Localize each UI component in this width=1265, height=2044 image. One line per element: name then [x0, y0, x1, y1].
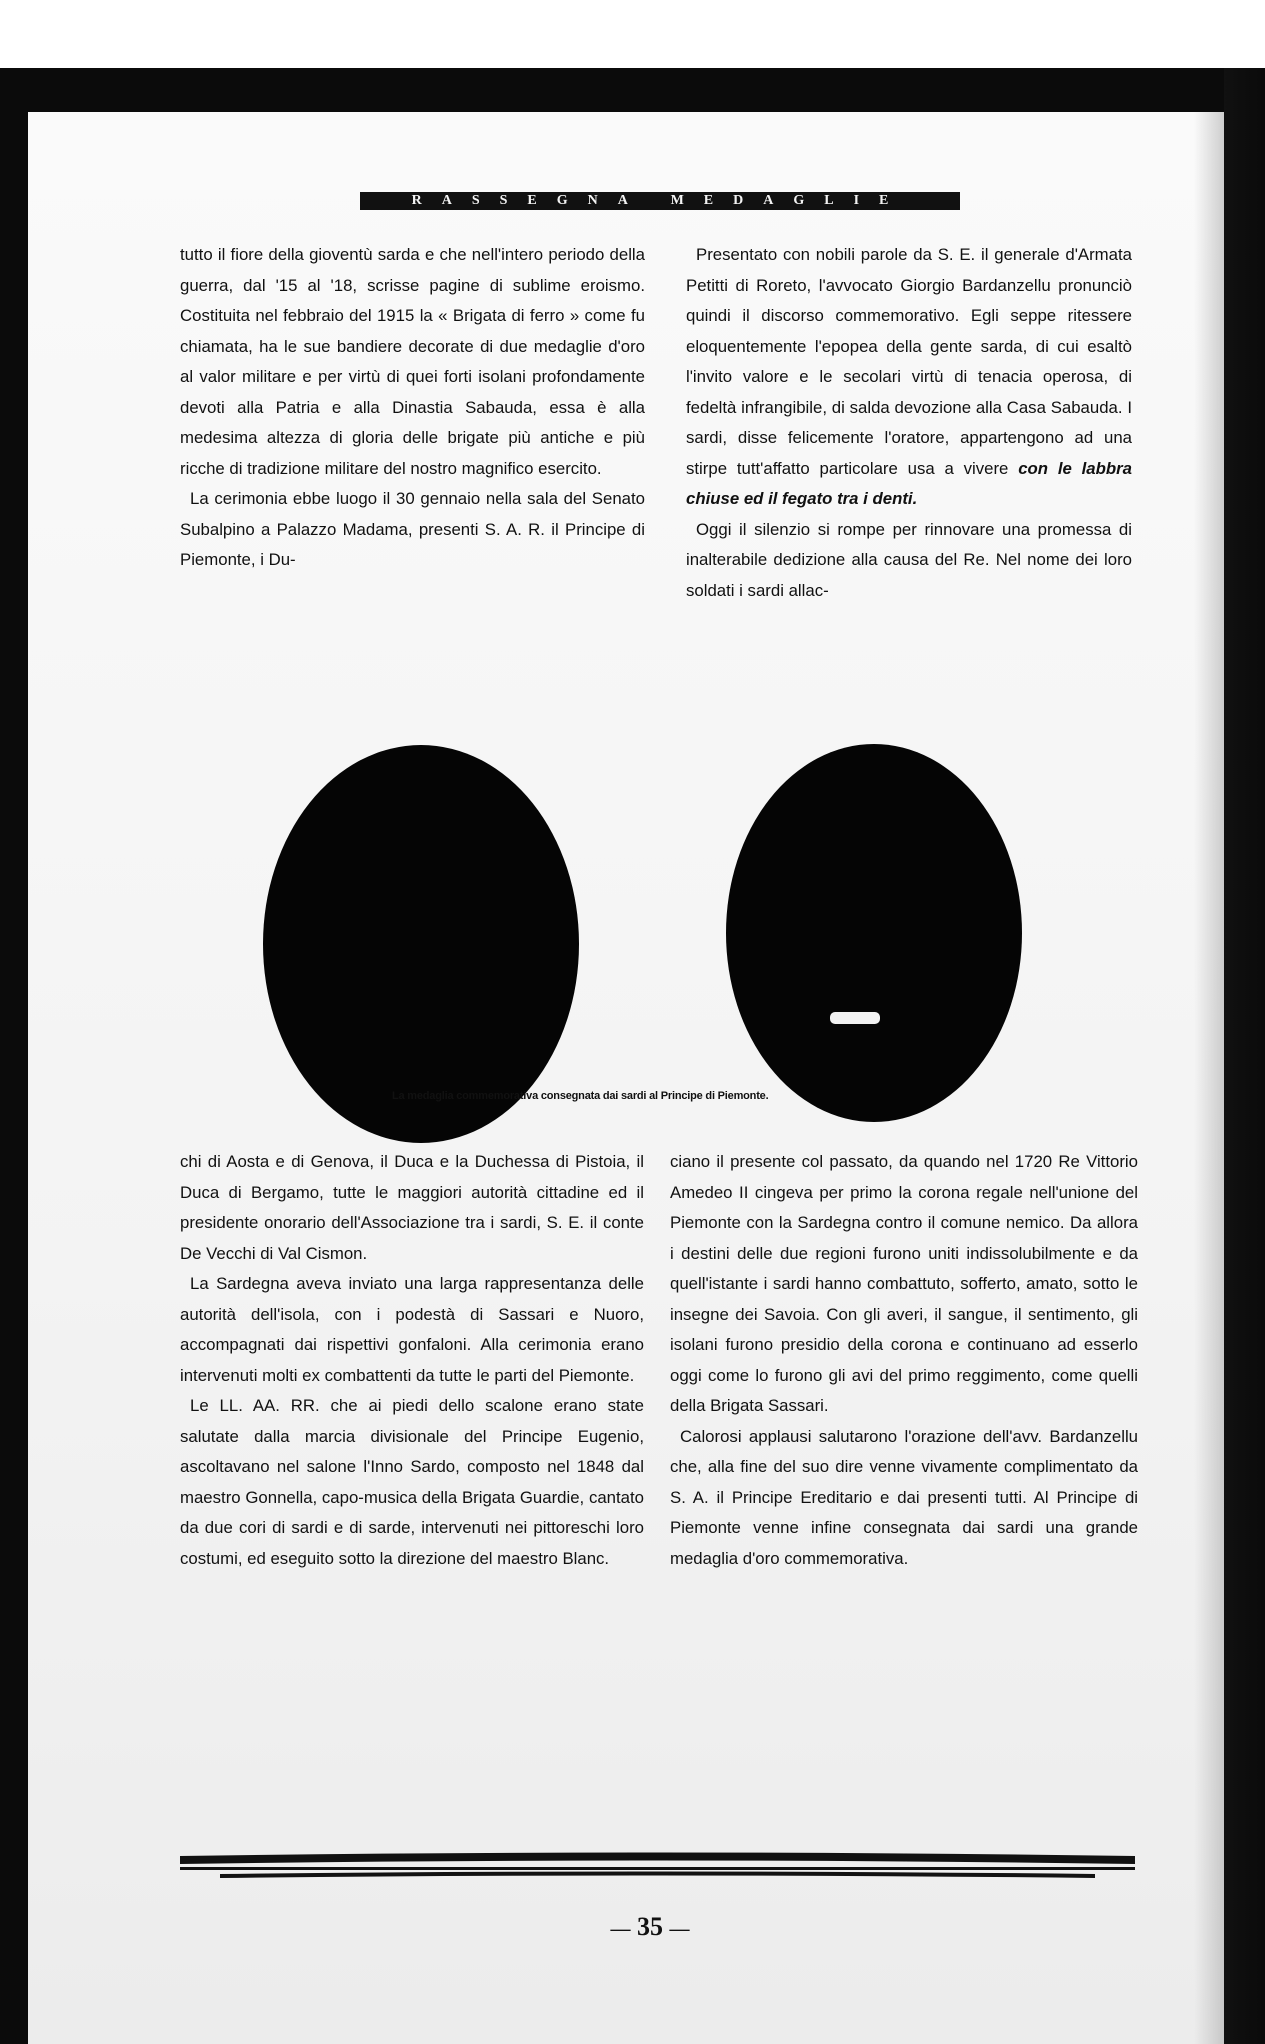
scan-border-top	[0, 68, 1265, 112]
article-column-top-right	[686, 240, 1132, 606]
page-number-ornament-left: —	[610, 1918, 631, 1940]
decorative-rule	[180, 1840, 1135, 1888]
paragraph	[686, 240, 1132, 515]
page-number-ornament-right: —	[669, 1918, 690, 1940]
scan-margin-top	[0, 0, 1265, 68]
paragraph-italic-quote: con le labbra chiuse ed il fegato tra i denti.	[686, 458, 1133, 508]
medal-reverse-disc	[726, 744, 1022, 1122]
paragraph-text: Presentato con nobili parole da S. E. il generale d'Armata Petitti di Roreto, l'avvocato Giorgio Bardanzellu pronunciò quindi il discorso commemorativo. Egli seppe ritessere eloquentemente l'epopea della gente sarda, di cui esaltò l'invito valore e le secolari virtù di tenacia operosa, di fedeltà infrangibile, di salda devozione alla Casa Sabauda. I sardi, disse felicemente l'oratore, appartengono ad una stirpe tutt'affatto particolare usa a vivere	[686, 245, 1132, 478]
article-column-bottom-left	[180, 1147, 644, 1574]
paragraph: Calorosi applausi salutarono l'orazione dell'avv. Bardanzellu che, alla fine del suo dire venne vivamente complimentato da S. A. il Principe Ereditario e dai presenti tutti. Al Principe di Piemonte venne infine consegnata dai sardi una grande medaglia d'oro commemorativa.	[670, 1426, 1138, 1568]
article-column-top-left	[180, 240, 645, 576]
medal-reverse-highlight	[830, 1012, 880, 1024]
paragraph: La Sardegna aveva inviato una larga rappresentanza delle autorità dell'isola, con i podestà di Sassari e Nuoro, accompagnati dai rispettivi gonfaloni. Alla cerimonia erano intervenuti molti ex combattenti da tutte le parti del Piemonte.	[180, 1274, 644, 1385]
paragraph: chi di Aosta e di Genova, il Duca e la Duchessa di Pistoia, il Duca di Bergamo, tutte le maggiori autorità cittadine ed il presidente onorario dell'Associazione tra i sardi, S. E. il conte De Vecchi di Val Cismon.	[180, 1152, 644, 1263]
paragraph: Oggi il silenzio si rompe per rinnovare una promessa di inalterabile dedizione alla causa del Re. Nel nome dei loro soldati i sardi allac-	[686, 519, 1132, 600]
page-number	[590, 1912, 710, 1942]
scan-border-right	[1224, 68, 1265, 2044]
paragraph: La cerimonia ebbe luogo il 30 gennaio nella sala del Senato Subalpino a Palazzo Madama, presenti S. A. R. il Principe di Piemonte, i Du-	[180, 489, 645, 569]
article-column-bottom-right	[670, 1147, 1138, 1574]
paragraph: Le LL. AA. RR. che ai piedi dello scalone erano state salutate dalla marcia divisionale del Principe Eugenio, ascoltavano nel salone l'Inno Sardo, composto nel 1848 dal maestro Gonnella, capo-musica della Brigata Guardie, cantato da due cori di sardi e di sarde, intervenuti nei pittoreschi loro costumi, ed eseguito sotto la direzione del maestro Blanc.	[180, 1396, 644, 1568]
medal-reverse-image	[724, 742, 1024, 1125]
medal-obverse-image	[260, 742, 582, 1147]
medal-obverse-disc	[263, 745, 579, 1143]
paragraph: tutto il fiore della gioventù sarda e che nell'intero periodo della guerra, dal '15 al '18, scrisse pagine di sublime eroismo. Costituita nel febbraio del 1915 la « Brigata di ferro » come fu chiamata, ha le sue bandiere decorate di due medaglie d'oro al valor militare e per virtù di quei forti isolani profondamente devoti alla Patria e alla Dinastia Sabauda, essa è alla medesima altezza di gloria delle brigate più antiche e più ricche di tradizione militare del nostro magnifico esercito.	[180, 245, 645, 478]
figure-caption: La medaglia commemorativa consegnata dai sardi al Principe di Piemonte.	[392, 1090, 769, 1102]
paragraph: ciano il presente col passato, da quando nel 1720 Re Vittorio Amedeo II cingeva per primo la corona regale nell'unione del Piemonte con la Sardegna contro il comune nemico. Da allora i destini delle due regioni furono uniti indissolubilmente e da quell'istante i sardi hanno combattuto, sofferto, amato, sotto le insegne dei Savoia. Con gli averi, il sangue, il sentimento, gli isolani furono presidio della corona e continuano ad esserlo oggi come lo furono gli avi del primo reggimento, come quelli della Brigata Sassari.	[670, 1152, 1138, 1415]
page-number-value: 35	[637, 1912, 663, 1941]
page-curl-shadow	[1194, 112, 1224, 2044]
scan-border-left	[0, 68, 28, 2044]
running-header-text: RASSEGNA MEDAGLIE	[411, 193, 909, 208]
running-header	[360, 192, 960, 210]
